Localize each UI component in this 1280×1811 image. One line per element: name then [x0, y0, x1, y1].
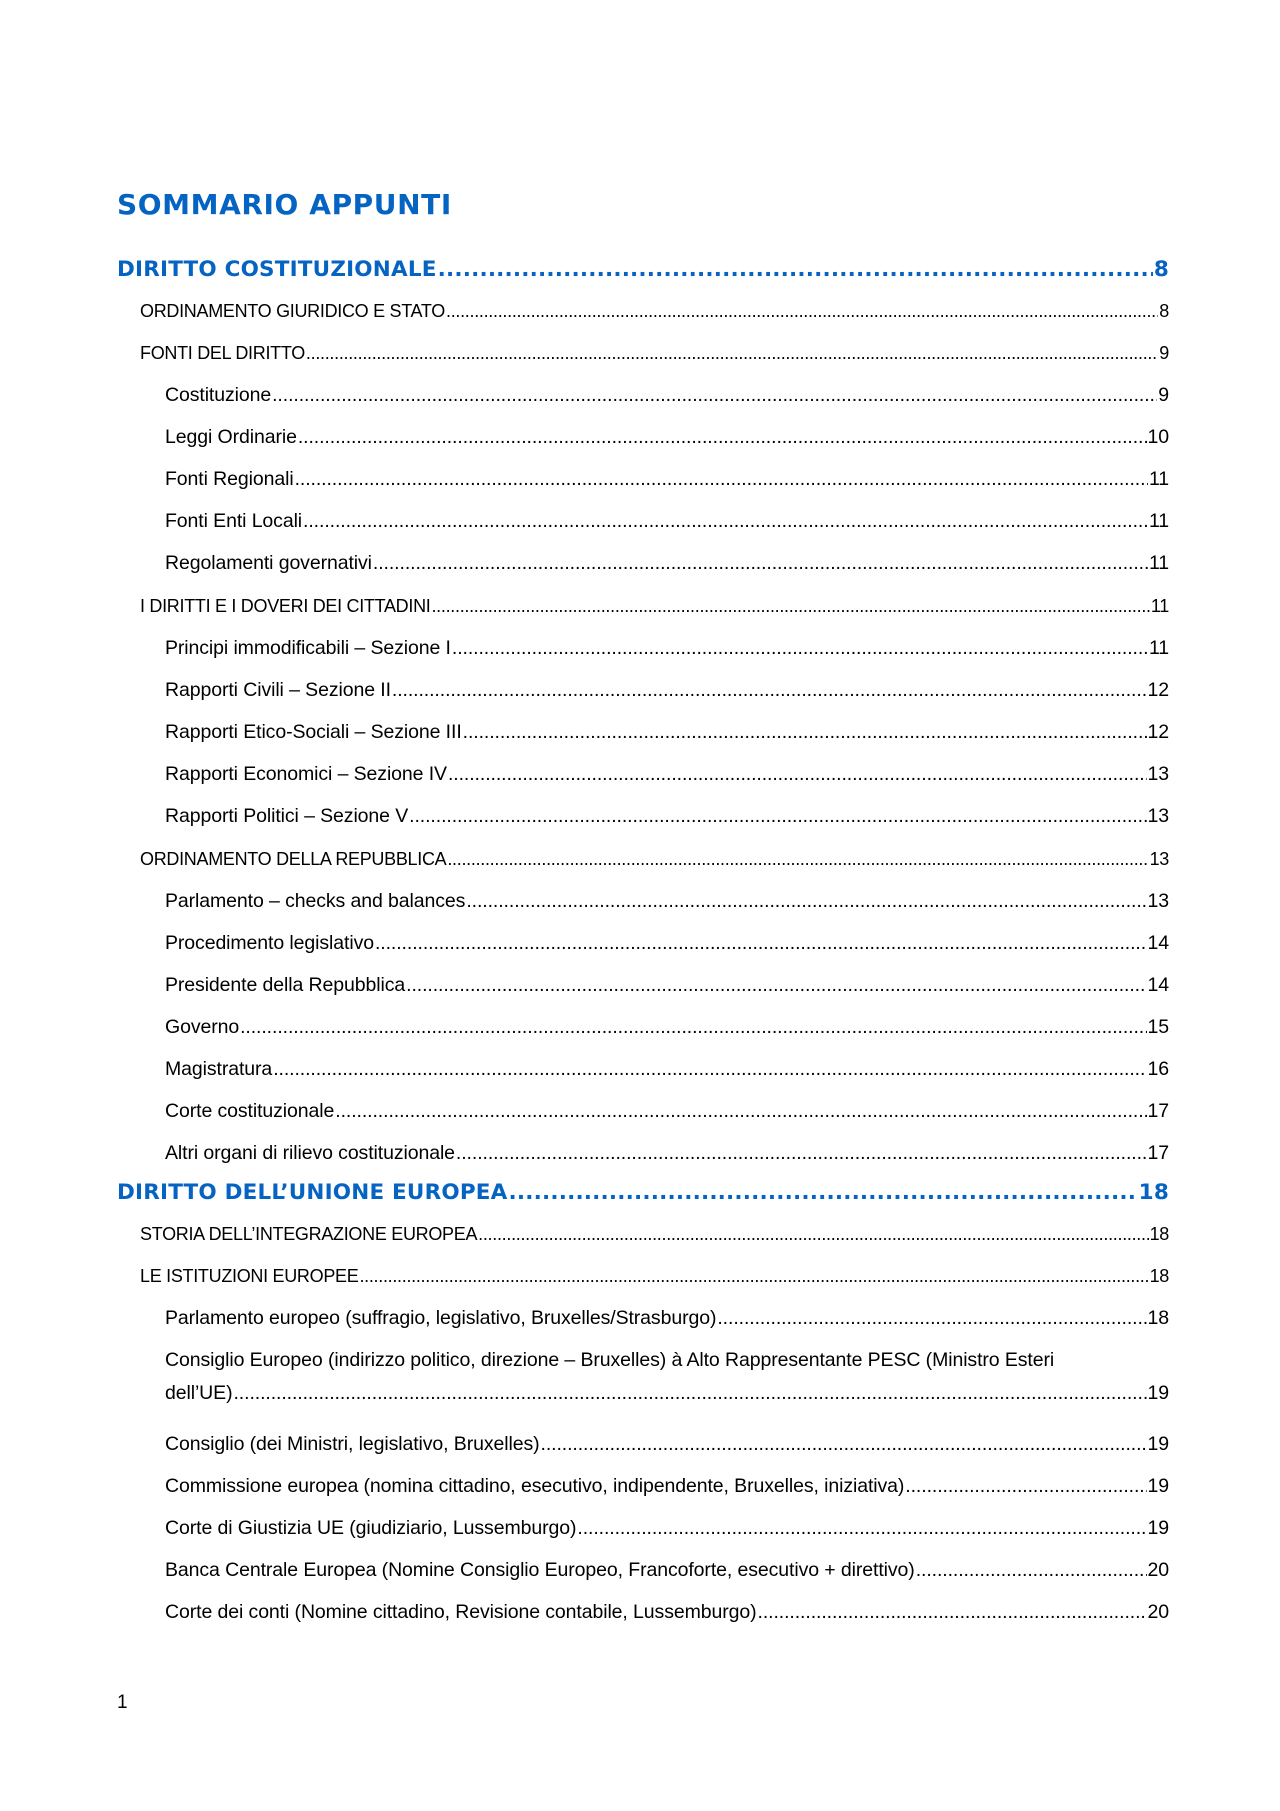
toc-entry-ordinamento-giuridico[interactable] — [140, 301, 1169, 331]
toc-entry-page: 19 — [1147, 1382, 1169, 1404]
toc-entry-label: I DIRITTI E I DOVERI DEI CITTADINI — [140, 596, 431, 616]
toc-entry-label: Altri organi di rilievo costituzionale — [165, 1142, 455, 1164]
dot-leader — [375, 932, 1147, 955]
toc-entry-label: Rapporti Politici – Sezione V — [165, 805, 409, 827]
toc-entry-page: 19 — [1147, 1433, 1169, 1455]
toc-entry-page: 17 — [1147, 1142, 1169, 1164]
toc-entry-istituzioni-europee[interactable] — [140, 1266, 1169, 1296]
dot-leader — [373, 552, 1148, 575]
dot-leader — [446, 301, 1158, 322]
toc-entry-costituzione[interactable] — [165, 384, 1169, 414]
toc-entry-page: 18 — [1147, 1307, 1169, 1329]
dot-leader — [233, 1382, 1146, 1405]
toc-entry-label: Parlamento europeo (suffragio, legislativo, Bruxelles/Strasburgo) — [165, 1307, 717, 1329]
toc-entry-label: Rapporti Economici – Sezione IV — [165, 763, 447, 785]
toc-entry-label: Corte costituzionale — [165, 1100, 335, 1122]
dot-leader — [272, 384, 1157, 407]
toc-entry-ordinamento-repubblica[interactable] — [140, 849, 1169, 879]
dot-leader — [448, 763, 1147, 786]
toc-entry-page: 18 — [1149, 1266, 1169, 1286]
toc-entry-page: 11 — [1150, 596, 1169, 616]
toc-entry-label: Governo — [165, 1016, 240, 1038]
toc-entry-diritto-costituzionale[interactable] — [117, 257, 1169, 291]
toc-entry-leggi-ordinarie[interactable] — [165, 426, 1169, 456]
toc-entry-label: LE ISTITUZIONI EUROPEE — [140, 1266, 359, 1286]
toc-entry-page: 11 — [1148, 468, 1169, 490]
dot-leader — [392, 679, 1147, 702]
toc-entry-corte-giustizia[interactable] — [165, 1517, 1169, 1547]
toc-entry-label: Costituzione — [165, 384, 272, 406]
toc-entry-corte-conti[interactable] — [165, 1601, 1169, 1631]
toc-entry-page: 18 — [1149, 1224, 1169, 1244]
toc-entry-corte-costituzionale[interactable] — [165, 1100, 1169, 1130]
toc-entry-label: ORDINAMENTO GIURIDICO E STATO — [140, 301, 445, 321]
toc-entry-storia-integrazione[interactable] — [140, 1224, 1169, 1254]
toc-entry-label: Regolamenti governativi — [165, 552, 372, 574]
toc-entry-label: Consiglio Europeo (indirizzo politico, direzione – Bruxelles) à Alto Rappresentante PESC (Ministro Esteri — [165, 1349, 1055, 1371]
toc-entry-fonti-regionali[interactable] — [165, 468, 1169, 498]
dot-leader — [306, 343, 1158, 364]
toc-entry-page: 19 — [1147, 1517, 1169, 1539]
toc-entry-fonti-del-diritto[interactable] — [140, 343, 1169, 373]
toc-entry-page: 13 — [1147, 890, 1169, 912]
toc-entry-procedimento-legislativo[interactable] — [165, 932, 1169, 962]
toc-entry-label: Corte di Giustizia UE (giudiziario, Lussemburgo) — [165, 1517, 577, 1539]
toc-entry-page: 14 — [1147, 974, 1169, 996]
dot-leader — [456, 1142, 1147, 1165]
toc-entry-label: Leggi Ordinarie — [165, 426, 297, 448]
page-number: 1 — [117, 1692, 128, 1713]
toc-entry-continuation — [165, 1382, 1169, 1405]
dot-leader — [406, 974, 1146, 997]
toc-entry-label: Magistratura — [165, 1058, 273, 1080]
toc-entry-rapporti-civili[interactable] — [165, 679, 1169, 709]
toc-entry-label: Commissione europea (nomina cittadino, esecutivo, indipendente, Bruxelles, iniziativa) — [165, 1475, 905, 1497]
dot-leader — [335, 1100, 1146, 1123]
toc-entry-governo[interactable] — [165, 1016, 1169, 1046]
toc-entry-page: 9 — [1159, 343, 1169, 363]
dot-leader — [916, 1559, 1147, 1582]
toc-entry-label: DIRITTO COSTITUZIONALE — [117, 257, 437, 282]
toc-entry-label: Procedimento legislativo — [165, 932, 374, 954]
toc-entry-commissione-europea[interactable] — [165, 1475, 1169, 1505]
dot-leader — [905, 1475, 1146, 1498]
toc-entry-principi-immodificabili[interactable] — [165, 637, 1169, 667]
toc-entry-label: Consiglio (dei Ministri, legislativo, Bruxelles) — [165, 1433, 540, 1455]
dot-leader — [438, 257, 1153, 282]
dot-leader — [463, 721, 1147, 744]
dot-leader — [409, 805, 1146, 828]
toc-entry-altri-organi[interactable] — [165, 1142, 1169, 1172]
toc-entry-regolamenti-governativi[interactable] — [165, 552, 1169, 582]
toc-entry-page: 14 — [1147, 932, 1169, 954]
toc-entry-page: 12 — [1147, 721, 1169, 743]
toc-entry-rapporti-politici[interactable] — [165, 805, 1169, 835]
toc-entry-page: 17 — [1147, 1100, 1169, 1122]
toc-entry-diritto-unione-europea[interactable] — [117, 1180, 1169, 1214]
toc-entry-page: 8 — [1153, 257, 1169, 282]
toc-entry-page: 18 — [1138, 1180, 1169, 1205]
dot-leader — [273, 1058, 1146, 1081]
dot-leader — [452, 637, 1148, 660]
dot-leader — [298, 426, 1147, 449]
toc-entry-label: ORDINAMENTO DELLA REPUBBLICA — [140, 849, 447, 869]
toc-entry-consiglio-europeo[interactable] — [165, 1349, 1169, 1405]
toc-entry-label-cont: dell’UE) — [165, 1382, 233, 1404]
toc-entry-magistratura[interactable] — [165, 1058, 1169, 1088]
toc-entry-page: 11 — [1148, 637, 1169, 659]
dot-leader — [240, 1016, 1146, 1039]
dot-leader — [577, 1517, 1146, 1540]
toc-entry-page: 13 — [1147, 805, 1169, 827]
toc-entry-page: 20 — [1147, 1601, 1169, 1623]
toc-entry-fonti-enti-locali[interactable] — [165, 510, 1169, 540]
toc-entry-label: Corte dei conti (Nomine cittadino, Revisione contabile, Lussemburgo) — [165, 1601, 757, 1623]
toc-entry-page: 13 — [1149, 849, 1169, 869]
toc-entry-label: STORIA DELL’INTEGRAZIONE EUROPEA — [140, 1224, 478, 1244]
toc-entry-page: 19 — [1147, 1475, 1169, 1497]
toc-entry-parlamento[interactable] — [165, 890, 1169, 920]
dot-leader — [466, 890, 1146, 913]
dot-leader — [359, 1266, 1148, 1287]
toc-entry-page: 11 — [1148, 510, 1169, 532]
toc-entry-rapporti-etico-sociali[interactable] — [165, 721, 1169, 751]
dot-leader — [541, 1433, 1147, 1456]
dot-leader — [303, 510, 1148, 533]
toc-entry-page: 10 — [1147, 426, 1169, 448]
toc-entry-label: Principi immodificabili – Sezione I — [165, 637, 451, 659]
toc-entry-page: 20 — [1147, 1559, 1169, 1581]
toc-entry-label: Presidente della Repubblica — [165, 974, 406, 996]
toc-entry-page: 13 — [1147, 763, 1169, 785]
dot-leader — [447, 849, 1148, 870]
toc-entry-page: 12 — [1147, 679, 1169, 701]
dot-leader — [758, 1601, 1147, 1624]
toc-entry-label: Rapporti Etico-Sociali – Sezione III — [165, 721, 462, 743]
toc-entry-label: Banca Centrale Europea (Nomine Consiglio Europeo, Francoforte, esecutivo + direttivo) — [165, 1559, 915, 1581]
toc-entry-page: 11 — [1148, 552, 1169, 574]
toc-entry-presidente-repubblica[interactable] — [165, 974, 1169, 1004]
page-title: SOMMARIO APPUNTI — [117, 188, 452, 221]
toc-entry-label: FONTI DEL DIRITTO — [140, 343, 305, 363]
toc-entry-diritti-doveri[interactable] — [140, 596, 1169, 626]
dot-leader — [295, 468, 1148, 491]
toc-entry-page: 8 — [1159, 301, 1169, 321]
toc-entry-label: Rapporti Civili – Sezione II — [165, 679, 391, 701]
toc-entry-consiglio-ministri[interactable] — [165, 1433, 1169, 1463]
toc-entry-label: Parlamento – checks and balances — [165, 890, 466, 912]
toc-entry-label: Fonti Regionali — [165, 468, 294, 490]
dot-leader — [478, 1224, 1148, 1245]
toc-entry-label: DIRITTO DELL’UNIONE EUROPEA — [117, 1180, 508, 1205]
dot-leader — [431, 596, 1149, 617]
toc-entry-page: 15 — [1147, 1016, 1169, 1038]
toc-entry-banca-centrale[interactable] — [165, 1559, 1169, 1589]
toc-entry-parlamento-europeo[interactable] — [165, 1307, 1169, 1337]
dot-leader — [509, 1180, 1138, 1205]
dot-leader — [717, 1307, 1146, 1330]
toc-entry-label: Fonti Enti Locali — [165, 510, 303, 532]
toc-entry-page: 16 — [1147, 1058, 1169, 1080]
toc-entry-page: 9 — [1158, 384, 1169, 406]
toc-entry-rapporti-economici[interactable] — [165, 763, 1169, 793]
